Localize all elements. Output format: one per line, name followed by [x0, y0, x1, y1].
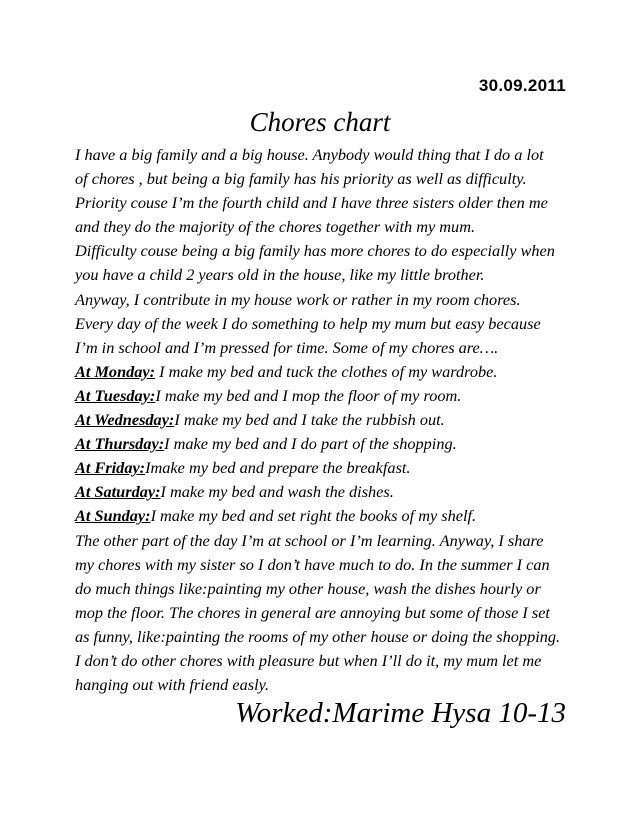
signature: Worked:Marime Hysa 10-13: [235, 697, 566, 729]
chore-text: I make my bed and tuck the clothes of my wardrobe.: [155, 361, 498, 381]
schedule-line-tuesday: [75, 384, 595, 408]
day-label: At Sunday:: [75, 506, 151, 526]
chore-text: Imake my bed and prepare the breakfast.: [145, 458, 411, 478]
chore-text: I make my bed and I do part of the shopping.: [164, 434, 457, 454]
day-label: At Thursday:: [75, 434, 165, 454]
body-line: Anyway, I contribute in my house work or rather in my room chores.: [75, 289, 521, 309]
schedule-line-wednesday: [75, 408, 595, 432]
document-body: [75, 143, 595, 697]
body-line: I don’t do other chores with pleasure but when I’ll do it, my mum let me: [75, 650, 542, 670]
body-line: Difficulty couse being a big family has more chores to do especially when: [75, 241, 555, 261]
title-text: Chores chart: [249, 107, 391, 137]
body-line: of chores , but being a big family has his priority as well as difficulty.: [75, 169, 527, 189]
body-line: do much things like:painting my other house, wash the dishes hourly or: [75, 578, 541, 598]
body-line: mop the floor. The chores in general are annoying but some of those I set: [75, 602, 550, 622]
body-line: Every day of the week I do something to help my mum but easy because: [75, 313, 541, 333]
schedule-line-thursday: [75, 432, 595, 456]
schedule-line-friday: [75, 456, 595, 480]
body-line: The other part of the day I’m at school or I’m learning. Anyway, I share: [75, 530, 544, 550]
body-line: and they do the majority of the chores together with my mum.: [75, 217, 476, 237]
body-line: hanging out with friend easly.: [75, 675, 270, 695]
body-line: you have a child 2 years old in the house, like my little brother.: [75, 265, 485, 285]
day-label: At Saturday:: [75, 482, 161, 502]
day-label: At Friday:: [75, 458, 146, 478]
body-line: I’m in school and I’m pressed for time. Some of my chores are….: [75, 337, 499, 357]
day-label: At Wednesday:: [75, 410, 175, 430]
chore-text: I make my bed and I take the rubbish out.: [174, 410, 445, 430]
day-label: At Tuesday:: [75, 385, 156, 405]
chore-text: I make my bed and I mop the floor of my room.: [155, 385, 462, 405]
schedule-line-monday: [75, 360, 595, 384]
chore-text: I make my bed and wash the dishes.: [160, 482, 394, 502]
body-line: I have a big family and a big house. Anybody would thing that I do a lot: [75, 145, 544, 164]
body-line: my chores with my sister so I don’t have much to do. In the summer I can: [75, 554, 550, 574]
schedule-line-saturday: [75, 480, 595, 504]
document-title: [0, 107, 638, 138]
chore-text: I make my bed and set right the books of my shelf.: [150, 506, 477, 526]
day-label: At Monday:: [75, 361, 156, 381]
schedule-line-sunday: [75, 504, 595, 528]
body-line: Priority couse I’m the fourth child and I have three sisters older then me: [75, 193, 548, 213]
document-date: 30.09.2011: [478, 76, 566, 95]
body-line: as funny, like:painting the rooms of my other house or doing the shopping.: [75, 626, 561, 646]
